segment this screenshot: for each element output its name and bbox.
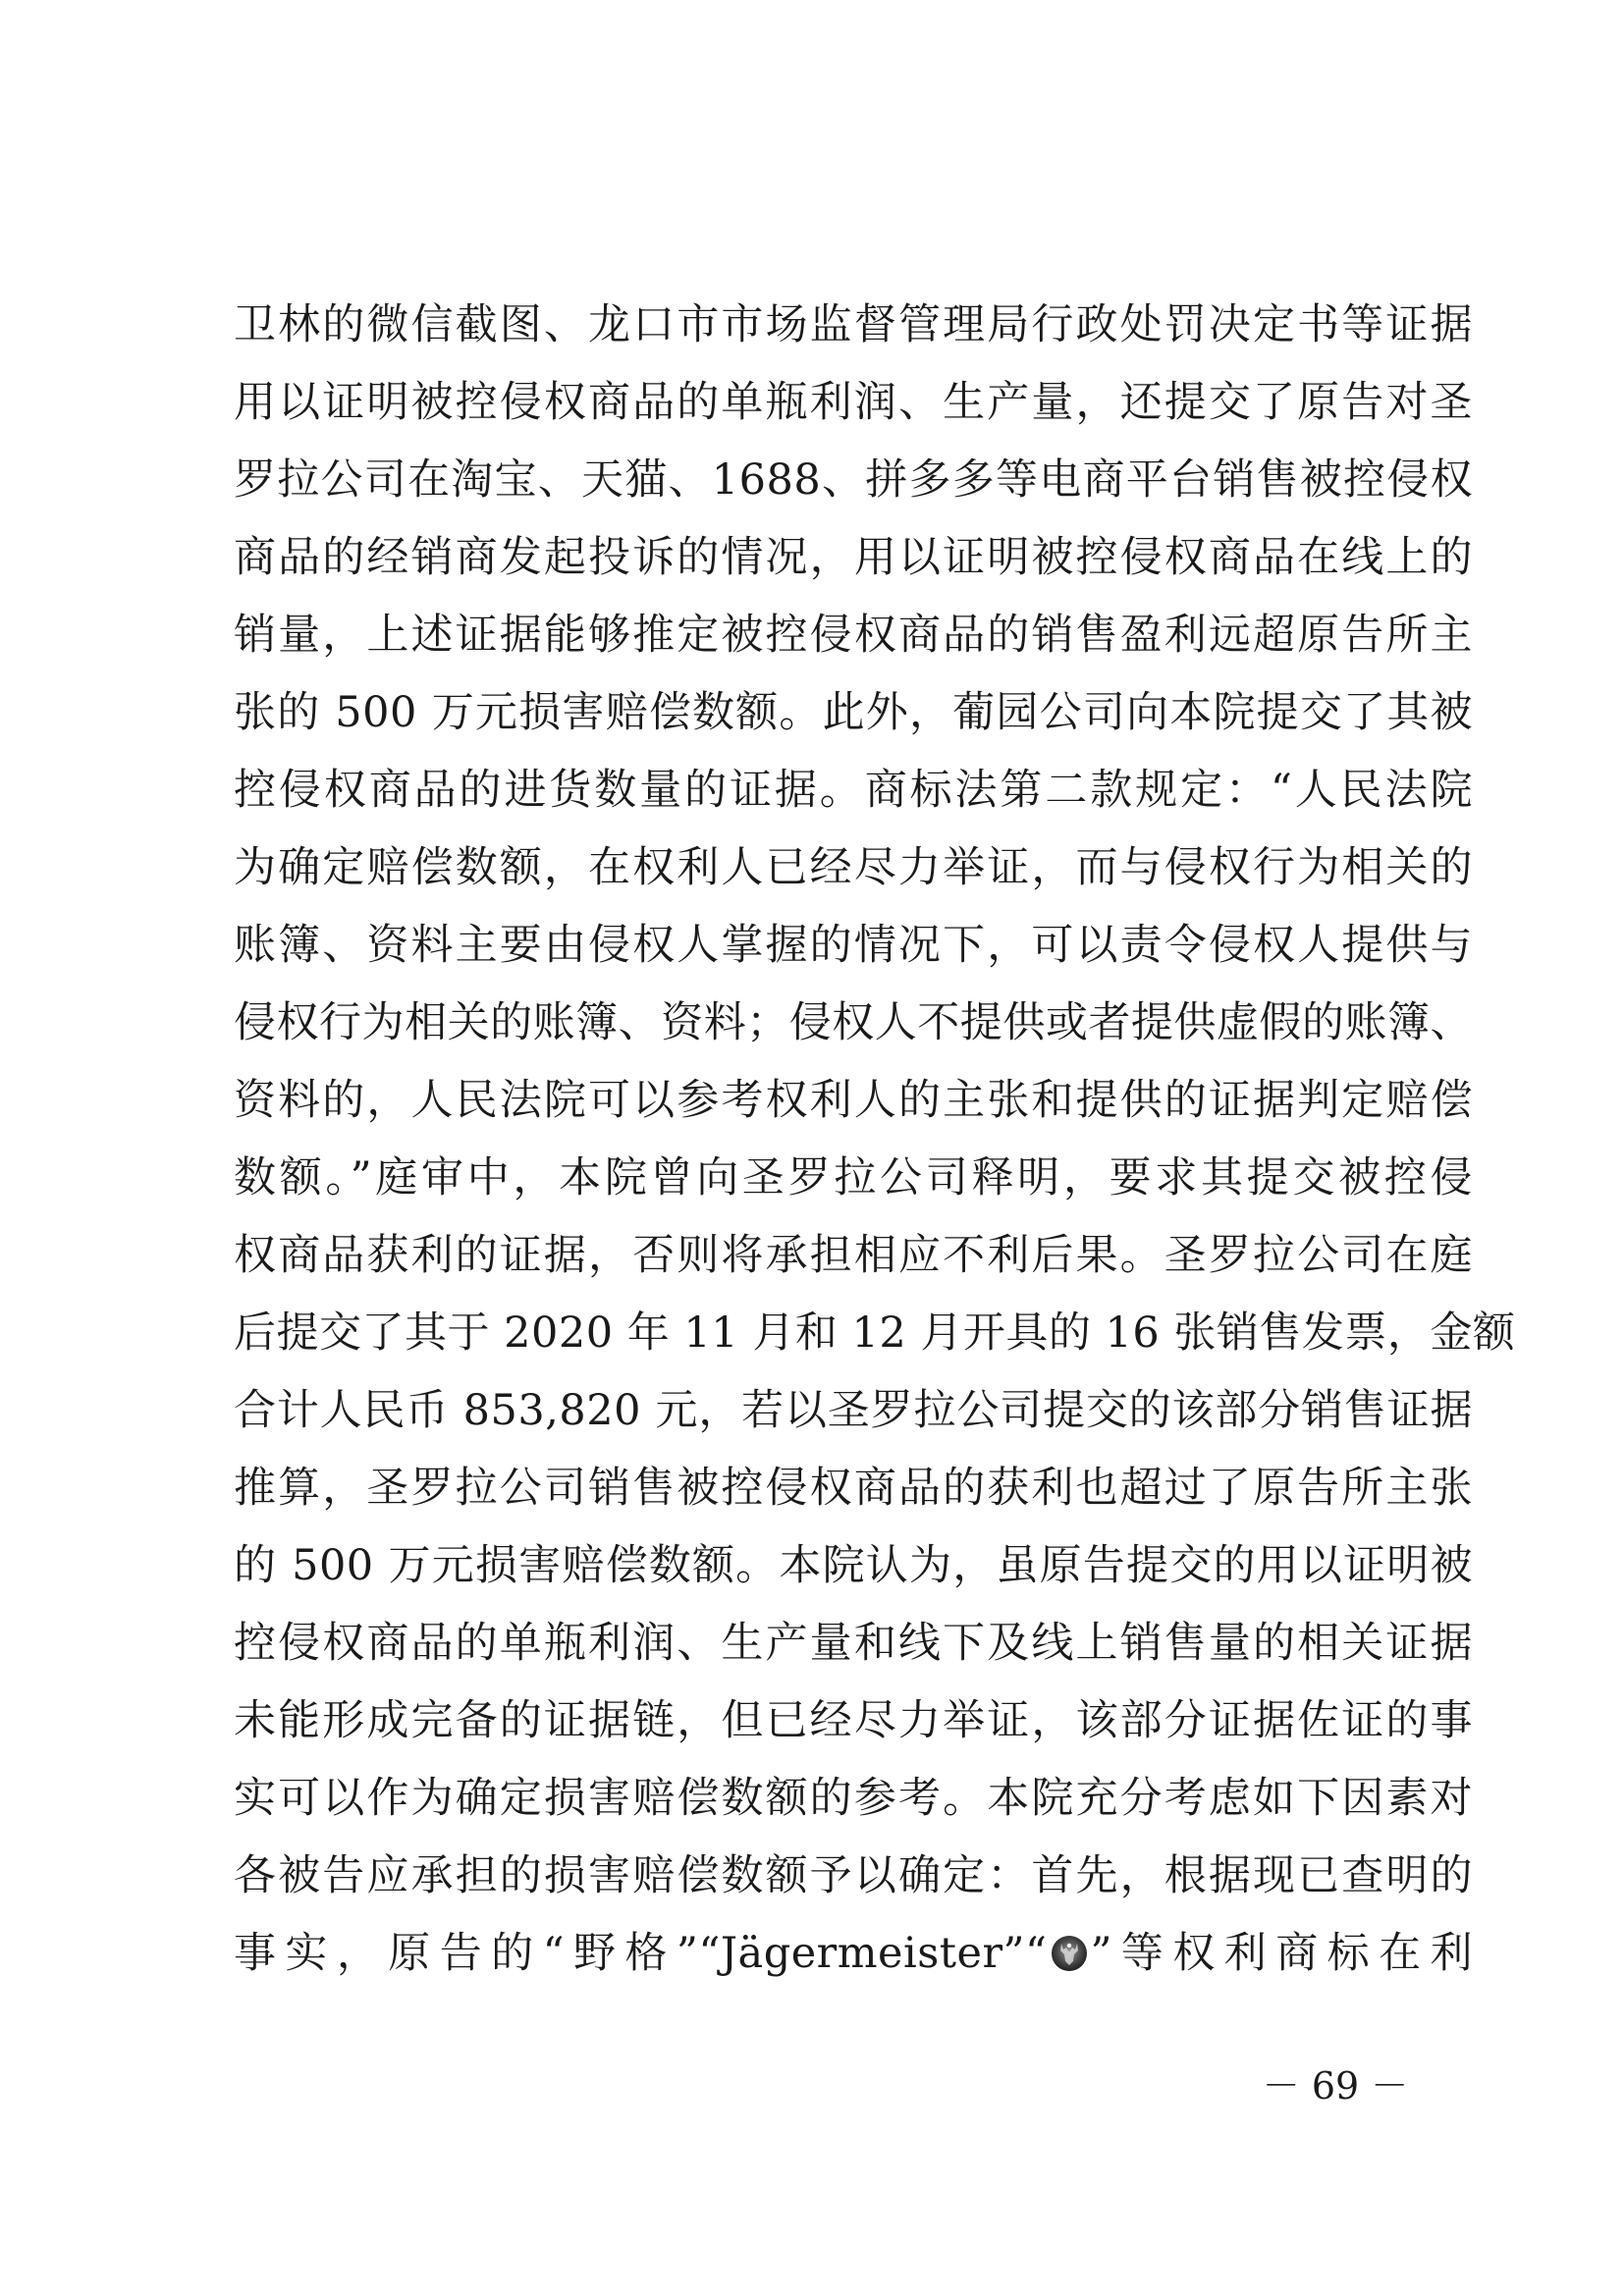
text-line: 用以证明被控侵权商品的单瓶利润、生产量，还提交了原告对圣 <box>234 378 1473 427</box>
text-line: 侵权行为相关的账簿、资料；侵权人不提供或者提供虚假的账簿、 <box>234 998 1473 1047</box>
page-number: － 69 － <box>1262 2064 1409 2108</box>
text-line: 合计人民币 853,820 元，若以圣罗拉公司提交的该部分销售证据 <box>234 1386 1473 1435</box>
text-line: 控侵权商品的进货数量的证据。商标法第二款规定：“人民法院 <box>234 766 1473 815</box>
text-line: 销量，上述证据能够推定被控侵权商品的销售盈利远超原告所主 <box>234 611 1473 660</box>
text-line: 罗拉公司在淘宝、天猫、1688、拼多多等电商平台销售被控侵权 <box>234 455 1473 505</box>
text-line: 为确定赔偿数额，在权利人已经尽力举证，而与侵权行为相关的 <box>234 843 1473 892</box>
text-line: 实可以作为确定损害赔偿数额的参考。本院充分考虑如下因素对 <box>234 1774 1473 1823</box>
text-line: 商品的经销商发起投诉的情况，用以证明被控侵权商品在线上的 <box>234 533 1473 582</box>
text-segment: 事实，原告的“野格”“Jägermeister”“ <box>234 1929 1048 1978</box>
text-line: 账簿、资料主要由侵权人掌握的情况下，可以责令侵权人提供与 <box>234 921 1473 970</box>
text-line: 资料的，人民法院可以参考权利人的主张和提供的证据判定赔偿 <box>234 1076 1473 1125</box>
body-text <box>234 287 1516 1993</box>
text-line-with-emblem <box>234 1915 1473 1993</box>
text-line: 的 500 万元损害赔偿数额。本院认为，虽原告提交的用以证明被 <box>234 1541 1473 1590</box>
text-line: 卫林的微信截图、龙口市市场监督管理局行政处罚决定书等证据 <box>234 300 1473 349</box>
text-line: 推算，圣罗拉公司销售被控侵权商品的获利也超过了原告所主张 <box>234 1464 1473 1513</box>
text-line: 后提交了其于 2020 年 11 月和 12 月开具的 16 张销售发票，金额 <box>234 1308 1516 1358</box>
stag-head-logo-icon <box>1050 1921 1089 1960</box>
text-line: 权商品获利的证据，否则将承担相应不利后果。圣罗拉公司在庭 <box>234 1231 1473 1280</box>
text-line: 数额。”庭审中，本院曾向圣罗拉公司释明，要求其提交被控侵 <box>234 1153 1473 1202</box>
text-line: 未能形成完备的证据链，但已经尽力举证，该部分证据佐证的事 <box>234 1696 1473 1745</box>
text-line: 张的 500 万元损害赔偿数额。此外，葡园公司向本院提交了其被 <box>234 688 1473 737</box>
text-line: 控侵权商品的单瓶利润、生产量和线下及线上销售量的相关证据 <box>234 1619 1473 1668</box>
text-segment: ”等权利商标在利 <box>1090 1929 1474 1978</box>
text-line: 各被告应承担的损害赔偿数额予以确定：首先，根据现已查明的 <box>234 1851 1473 1900</box>
